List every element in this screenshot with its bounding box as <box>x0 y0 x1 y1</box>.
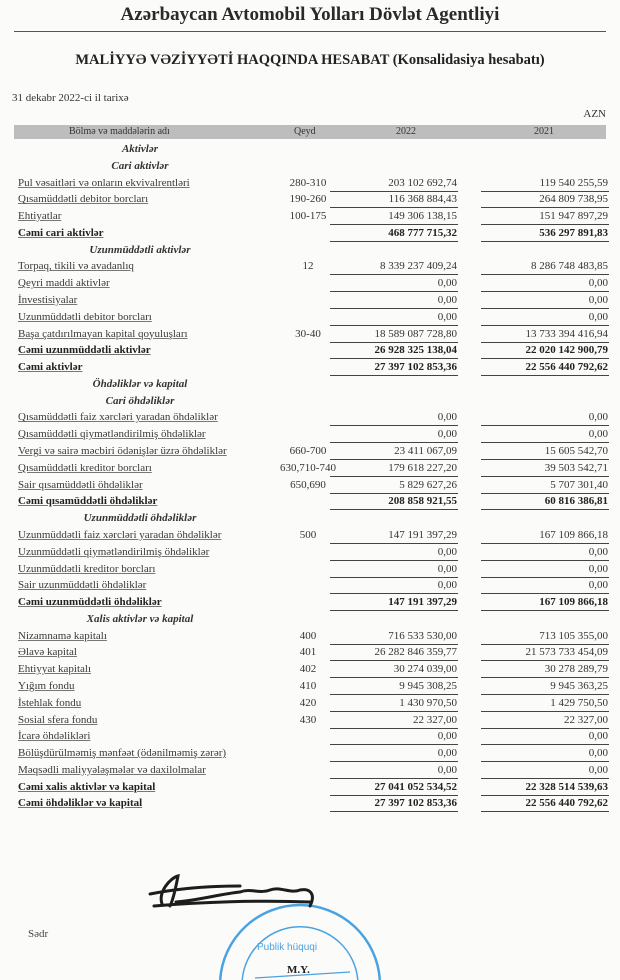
value-2022: 208 858 921,55 <box>388 495 457 508</box>
value-2021: 713 105 355,00 <box>539 629 608 642</box>
value-2021: 0,00 <box>588 562 608 575</box>
total-row <box>0 360 620 376</box>
value-2021: 264 809 738,95 <box>539 193 608 206</box>
value-2022: 0,00 <box>437 747 457 760</box>
seal-place-label: M.Y. <box>287 964 310 976</box>
row-label: Sair uzunmüddətli öhdəliklər <box>18 579 147 592</box>
table-row <box>0 176 620 192</box>
section-heading <box>0 159 620 175</box>
row-label: Qeyri maddi aktivlər <box>18 277 110 290</box>
value-2021: 167 109 866,18 <box>539 528 608 541</box>
header-rule <box>14 31 606 32</box>
row-label: Aktivlər <box>121 143 159 155</box>
table-row <box>0 562 620 578</box>
table-row <box>0 729 620 745</box>
row-label: Məqsədli maliyyələşmələr və daxilolmalar <box>18 763 206 776</box>
row-label: Qısamüddətli qiymətləndirilmiş öhdəliklər <box>18 428 206 441</box>
value-2021: 39 503 542,71 <box>544 461 608 474</box>
table-header <box>14 125 606 139</box>
row-label: Ehtiyatlar <box>18 210 62 223</box>
section-heading <box>0 243 620 259</box>
table-row <box>0 327 620 343</box>
row-label: Sosial sfera fondu <box>18 713 98 726</box>
row-note: 430 <box>299 713 317 726</box>
row-label: Cəmi aktivlər <box>18 361 83 374</box>
value-underline <box>481 811 609 812</box>
table-row <box>0 461 620 477</box>
row-label: Cəmi öhdəliklər və kapital <box>18 797 143 810</box>
row-label: Əlavə kapital <box>18 646 77 659</box>
value-2021: 0,00 <box>588 730 608 743</box>
row-label: Sair qısamüddətli öhdəliklər <box>18 478 143 491</box>
section-heading <box>0 394 620 410</box>
value-2022: 203 102 692,74 <box>388 176 457 189</box>
row-note: 400 <box>299 629 317 642</box>
value-2022: 179 618 227,20 <box>388 461 457 474</box>
report-title: MALİYYƏ VƏZİYYƏTİ HAQQINDA HESABAT (Konsalidasiya hesabatı) <box>75 52 545 68</box>
value-2022: 0,00 <box>437 730 457 743</box>
table-row <box>0 427 620 443</box>
row-note: 410 <box>299 679 317 692</box>
value-2022: 9 945 308,25 <box>399 679 457 692</box>
value-2021: 0,00 <box>588 545 608 558</box>
row-label: Uzunmüddətli qiymətləndirilmiş öhdəliklər <box>18 545 210 558</box>
row-note: 650,690 <box>290 478 326 491</box>
row-label: Nizamnamə kapitalı <box>18 629 107 642</box>
row-label: Torpaq, tikili və avadanlıq <box>18 260 134 273</box>
row-label: Vergi və sairə məcbiri ödənişlər üzrə öhdəliklər <box>18 445 227 458</box>
value-2022: 147 191 397,29 <box>388 596 457 609</box>
section-heading <box>0 511 620 527</box>
currency-label: AZN <box>583 108 606 120</box>
value-2022: 0,00 <box>437 310 457 323</box>
value-2022: 116 368 884,43 <box>388 193 457 206</box>
row-note: 630,710-740 <box>280 461 336 474</box>
table-row <box>0 310 620 326</box>
value-2021: 151 947 897,29 <box>539 210 608 223</box>
value-2021: 22 327,00 <box>564 713 608 726</box>
table-row <box>0 746 620 762</box>
table-row <box>0 276 620 292</box>
table-row <box>0 528 620 544</box>
section-heading <box>0 142 620 158</box>
row-label: İnvestisiyalar <box>18 294 78 307</box>
total-row <box>0 780 620 796</box>
header-2021: 2021 <box>534 126 554 137</box>
table-row <box>0 444 620 460</box>
section-heading <box>0 377 620 393</box>
value-2022: 26 282 846 359,77 <box>374 646 457 659</box>
value-2022: 27 397 102 853,36 <box>374 797 457 810</box>
table-row <box>0 679 620 695</box>
value-2021: 22 328 514 539,63 <box>525 780 608 793</box>
value-2022: 0,00 <box>437 562 457 575</box>
value-2021: 21 573 733 454,09 <box>525 646 608 659</box>
value-2022: 27 397 102 853,36 <box>374 361 457 374</box>
value-2022: 22 327,00 <box>413 713 457 726</box>
table-row <box>0 192 620 208</box>
row-label: İcarə öhdəlikləri <box>18 730 91 743</box>
table-row <box>0 478 620 494</box>
value-2021: 1 429 750,50 <box>550 696 608 709</box>
value-2021: 13 733 394 416,94 <box>525 327 608 340</box>
value-underline <box>330 811 458 812</box>
value-2021: 0,00 <box>588 428 608 441</box>
row-note: 12 <box>302 260 314 273</box>
row-note: 280-310 <box>289 176 327 189</box>
value-2021: 22 556 440 792,62 <box>525 797 608 810</box>
value-2022: 149 306 138,15 <box>388 210 457 223</box>
value-2022: 0,00 <box>437 579 457 592</box>
table-row <box>0 662 620 678</box>
row-note: 30-40 <box>295 327 321 340</box>
total-row <box>0 494 620 510</box>
row-note: 401 <box>299 646 317 659</box>
value-2022: 8 339 237 409,24 <box>380 260 457 273</box>
row-note: 500 <box>299 528 317 541</box>
total-row <box>0 343 620 359</box>
value-2021: 5 707 301,40 <box>550 478 608 491</box>
value-2021: 0,00 <box>588 763 608 776</box>
table-row <box>0 696 620 712</box>
value-2021: 0,00 <box>588 579 608 592</box>
row-label: Xalis aktivlər və kapital <box>86 612 194 625</box>
row-label: Başa çatdırılmayan kapital qoyuluşları <box>18 327 188 340</box>
row-label: Cari aktivlər <box>111 159 169 172</box>
row-label: Uzunmüddətli faiz xərcləri yaradan öhdəliklər <box>18 528 222 541</box>
table-row <box>0 410 620 426</box>
value-2022: 468 777 715,32 <box>388 226 457 239</box>
report-date: 31 dekabr 2022-ci il tarixə <box>12 92 129 104</box>
value-2022: 0,00 <box>437 277 457 290</box>
value-2021: 167 109 866,18 <box>539 596 608 609</box>
table-row <box>0 645 620 661</box>
value-2021: 15 605 542,70 <box>544 445 608 458</box>
row-label: Qısamüddətli kreditor borcları <box>18 461 152 474</box>
table-row <box>0 293 620 309</box>
value-2022: 5 829 627,26 <box>399 478 457 491</box>
row-label: Cari öhdəliklər <box>105 394 175 407</box>
signatory-role: Sədr <box>28 928 49 940</box>
total-row <box>0 226 620 242</box>
value-2022: 23 411 067,09 <box>394 445 457 458</box>
value-2022: 0,00 <box>437 428 457 441</box>
row-label: Pul vəsaitləri və onların ekvivalrentləri <box>18 176 190 189</box>
value-2022: 26 928 325 138,04 <box>374 344 457 357</box>
signature-icon <box>140 872 330 912</box>
row-note: 402 <box>299 663 317 676</box>
row-label: Cəmi uzunmüddətli aktivlər <box>18 344 151 357</box>
svg-text:Publik hüquqi: Publik hüquqi <box>257 942 318 953</box>
table-row <box>0 578 620 594</box>
table-row <box>0 545 620 561</box>
row-label: Uzunmüddətli kreditor borcları <box>18 562 156 575</box>
row-label: Cəmi cari aktivlər <box>18 226 104 239</box>
row-label: Cəmi uzunmüddətli öhdəliklər <box>18 596 162 609</box>
value-2021: 536 297 891,83 <box>539 226 608 239</box>
value-2021: 9 945 363,25 <box>550 679 608 692</box>
value-2022: 716 533 530,00 <box>388 629 457 642</box>
value-2021: 22 556 440 792,62 <box>525 361 608 374</box>
organization-name: Azərbaycan Avtomobil Yolları Dövlət Agentliyi <box>120 4 500 25</box>
table-row <box>0 629 620 645</box>
value-2021: 119 540 255,59 <box>539 176 608 189</box>
row-note: 100-175 <box>289 210 327 223</box>
value-2022: 30 274 039,00 <box>393 663 457 676</box>
total-row <box>0 595 620 611</box>
value-2021: 0,00 <box>588 310 608 323</box>
section-heading <box>0 612 620 628</box>
row-label: Qısamüddətli debitor borcları <box>18 193 149 206</box>
row-note: 420 <box>299 696 317 709</box>
header-name: Bölmə və maddələrin adı <box>69 126 170 137</box>
table-row <box>0 259 620 275</box>
value-2021: 60 816 386,81 <box>544 495 608 508</box>
total-row <box>0 796 620 812</box>
row-label: Qısamüddətli faiz xərcləri yaradan öhdəliklər <box>18 411 218 424</box>
value-2022: 0,00 <box>437 294 457 307</box>
value-2021: 0,00 <box>588 411 608 424</box>
table-row <box>0 713 620 729</box>
value-2021: 30 278 289,79 <box>544 663 608 676</box>
table-row <box>0 763 620 779</box>
table-row <box>0 209 620 225</box>
value-2021: 8 286 748 483,85 <box>531 260 608 273</box>
value-2022: 147 191 397,29 <box>388 528 457 541</box>
row-label: Bölüşdürülməmiş mənfəət (ödənilməmiş zərər) <box>18 747 227 760</box>
row-note: 660-700 <box>289 445 327 458</box>
value-2022: 0,00 <box>437 411 457 424</box>
row-label: Uzunmüddətli öhdəliklər <box>83 512 197 525</box>
value-2022: 1 430 970,50 <box>399 696 457 709</box>
row-label: Cəmi qısamüddətli öhdəliklər <box>18 495 158 508</box>
value-2021: 0,00 <box>588 747 608 760</box>
header-2022: 2022 <box>396 126 416 137</box>
row-label: Uzunmüddətli debitor borcları <box>18 310 152 323</box>
value-2022: 0,00 <box>437 545 457 558</box>
header-note: Qeyd <box>294 126 316 137</box>
value-2022: 0,00 <box>437 763 457 776</box>
row-label: İstehlak fondu <box>18 696 82 709</box>
row-label: Yığım fondu <box>18 679 75 692</box>
value-2022: 27 041 052 534,52 <box>374 780 457 793</box>
row-label: Cəmi xalis aktivlər və kapital <box>18 780 156 793</box>
value-2022: 18 589 087 728,80 <box>374 327 457 340</box>
row-label: Öhdəliklər və kapital <box>92 377 188 390</box>
value-2021: 22 020 142 900,79 <box>525 344 608 357</box>
value-2021: 0,00 <box>588 294 608 307</box>
row-label: Uzunmüddətli aktivlər <box>89 243 191 256</box>
value-2021: 0,00 <box>588 277 608 290</box>
row-note: 190-260 <box>289 193 327 206</box>
row-label: Ehtiyyat kapitalı <box>18 663 92 676</box>
